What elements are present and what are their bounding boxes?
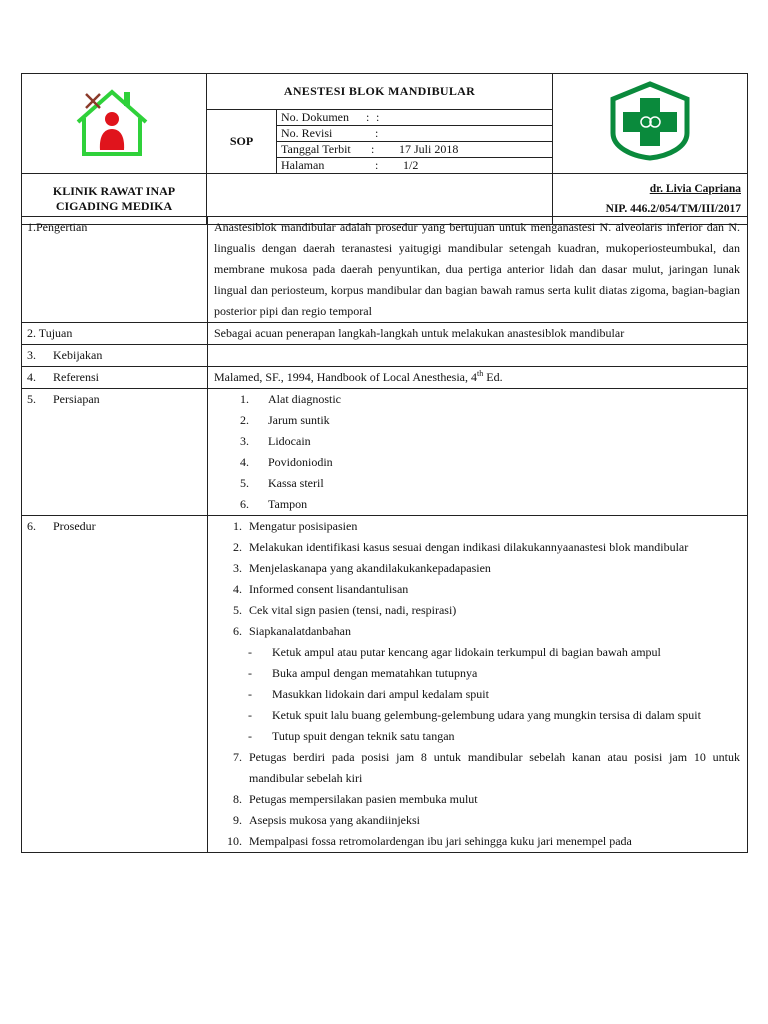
list-text: Informed consent lisandantulisan	[249, 582, 409, 596]
text-pengertian: Anastesiblok mandibular adalah prosedur yang bertujuan untuk menganastesi N. alveolaris inferior dan N. lingualis dengan daerah teranastesi yaitugigi mandibular setengah kuadran, mukoperiosteumbukal, dan membrane mukosa pada daerah penyuntikan, dua pertiga anterior lidah dan dasar mulut, jaringan lunak lingual dan periosteum, korpus mandibular dan bagian bawah ramus serta kulit diatas zigoma, bagian-bagian posterior pipi dan regio temporal	[208, 217, 748, 323]
doctor-nip: NIP. 446.2/054/TM/III/2017	[605, 203, 741, 215]
prosedur-step	[214, 810, 740, 831]
list-text: Asepsis mukosa yang akandiinjeksi	[249, 813, 420, 827]
label-persiapan: 5. Persiapan	[22, 389, 208, 516]
row-tujuan	[22, 323, 748, 345]
prosedur-substep	[214, 726, 740, 747]
meta-no-revisi: No. Revisi :	[277, 126, 552, 142]
label-kebijakan: 3. Kebijakan	[22, 345, 208, 367]
list-text: Petugas mempersilakan pasien membuka mulut	[249, 792, 478, 806]
text-tujuan: Sebagai acuan penerapan langkah-langkah untuk melakukan anastesiblok mandibular	[208, 323, 748, 345]
dash-bullet: -	[248, 645, 252, 659]
persiapan-item	[214, 473, 740, 494]
list-number: 5.	[240, 476, 249, 490]
list-text: Tutup spuit dengan teknik satu tangan	[272, 729, 455, 743]
prosedur-substep	[214, 663, 740, 684]
list-text: Ketuk spuit lalu buang gelembung-gelembung udara yang mungkin tersisa di dalam spuit	[272, 708, 701, 722]
list-text: Menjelaskanapa yang akandilakukankepadapasien	[249, 561, 491, 575]
prosedur-step	[214, 579, 740, 600]
list-number: 1.	[240, 392, 249, 406]
dash-bullet: -	[248, 666, 252, 680]
list-number: 2.	[233, 540, 242, 554]
clinic-house-logo	[64, 84, 164, 158]
list-number: 7.	[233, 750, 242, 764]
label-pengertian: 1.Pengertian	[22, 217, 208, 323]
dash-bullet: -	[248, 729, 252, 743]
row-pengertian	[22, 217, 748, 323]
puskesmas-logo-cell	[553, 74, 748, 174]
prosedur-substep	[214, 705, 740, 726]
list-number: 1.	[233, 519, 242, 533]
persiapan-item	[214, 431, 740, 452]
list-text: Ketuk ampul atau putar kencang agar lidokain terkumpul di bagian bawah ampul	[272, 645, 661, 659]
document-meta-cell	[277, 110, 553, 174]
prosedur-substep	[214, 684, 740, 705]
list-number: 6.	[240, 497, 249, 511]
meta-halaman: Halaman : 1/2	[281, 158, 419, 172]
text-kebijakan	[208, 345, 748, 367]
meta-tanggal-terbit: Tanggal Terbit : 17 Juli 2018	[277, 142, 552, 158]
list-text: Masukkan lidokain dari ampul kedalam spuit	[272, 687, 489, 701]
list-text: Lidocain	[268, 434, 311, 448]
list-text: Petugas berdiri pada posisi jam 8 untuk mandibular sebelah kanan atau posisi jam 10 untuk mandibular sebelah kiri	[249, 750, 740, 785]
list-text: Kassa steril	[268, 476, 324, 490]
list-text: Mempalpasi fossa retromolardengan ibu jari sehingga kuku jari menempel pada	[249, 834, 632, 848]
list-number: 9.	[233, 813, 242, 827]
list-number: 10.	[227, 834, 242, 848]
person-head-icon	[105, 112, 119, 126]
prosedur-step	[214, 831, 740, 852]
list-text: Tampon	[268, 497, 308, 511]
row-persiapan	[22, 389, 748, 516]
prosedur-step	[214, 747, 740, 789]
row-prosedur	[22, 516, 748, 853]
person-body-icon	[100, 129, 124, 150]
list-number: 8.	[233, 792, 242, 806]
prosedur-step	[214, 516, 740, 537]
prosedur-substep	[214, 642, 740, 663]
list-text: Jarum suntik	[268, 413, 330, 427]
row-referensi	[22, 367, 748, 389]
sop-content-table	[21, 216, 748, 853]
list-number: 3.	[240, 434, 249, 448]
list-text: Melakukan identifikasi kasus sesuai dengan indikasi dilakukannyaanastesi blok mandibular	[249, 540, 689, 554]
header-table	[21, 73, 748, 225]
list-number: 5.	[233, 603, 242, 617]
prosedur-step	[214, 600, 740, 621]
dash-bullet: -	[248, 687, 252, 701]
list-text: Siapkanalatdanbahan	[249, 624, 351, 638]
persiapan-item	[214, 452, 740, 473]
list-text: Alat diagnostic	[268, 392, 341, 406]
list-persiapan	[208, 389, 748, 516]
list-text: Buka ampul dengan mematahkan tutupnya	[272, 666, 478, 680]
label-prosedur: 6. Prosedur	[22, 516, 208, 853]
dash-bullet: -	[248, 708, 252, 722]
sop-label: SOP	[207, 110, 277, 174]
list-text: Mengatur posisipasien	[249, 519, 358, 533]
list-number: 3.	[233, 561, 242, 575]
persiapan-item	[214, 494, 740, 515]
row-kebijakan	[22, 345, 748, 367]
text-referensi: Malamed, SF., 1994, Handbook of Local Anesthesia, 4th Ed.	[208, 367, 748, 389]
label-tujuan: 2. Tujuan	[22, 323, 208, 345]
prosedur-step	[214, 621, 740, 642]
puskesmas-logo	[605, 81, 695, 161]
doctor-name: dr. Livia Capriana	[649, 183, 741, 195]
list-number: 2.	[240, 413, 249, 427]
prosedur-step	[214, 789, 740, 810]
prosedur-step	[214, 537, 740, 558]
label-referensi: 4. Referensi	[22, 367, 208, 389]
list-text: Cek vital sign pasien (tensi, nadi, respirasi)	[249, 603, 457, 617]
meta-no-dokumen: No. Dokumen : :	[277, 110, 552, 126]
clinic-logo-cell	[22, 74, 207, 174]
list-number: 6.	[233, 624, 242, 638]
list-number: 4.	[233, 582, 242, 596]
prosedur-step	[214, 558, 740, 579]
clinic-name: KLINIK RAWAT INAP CIGADING MEDIKA	[22, 174, 207, 225]
list-prosedur	[208, 516, 748, 853]
document-title: ANESTESI BLOK MANDIBULAR	[207, 74, 553, 110]
persiapan-item	[214, 410, 740, 431]
list-text: Povidoniodin	[268, 455, 333, 469]
list-number: 4.	[240, 455, 249, 469]
persiapan-item	[214, 389, 740, 410]
